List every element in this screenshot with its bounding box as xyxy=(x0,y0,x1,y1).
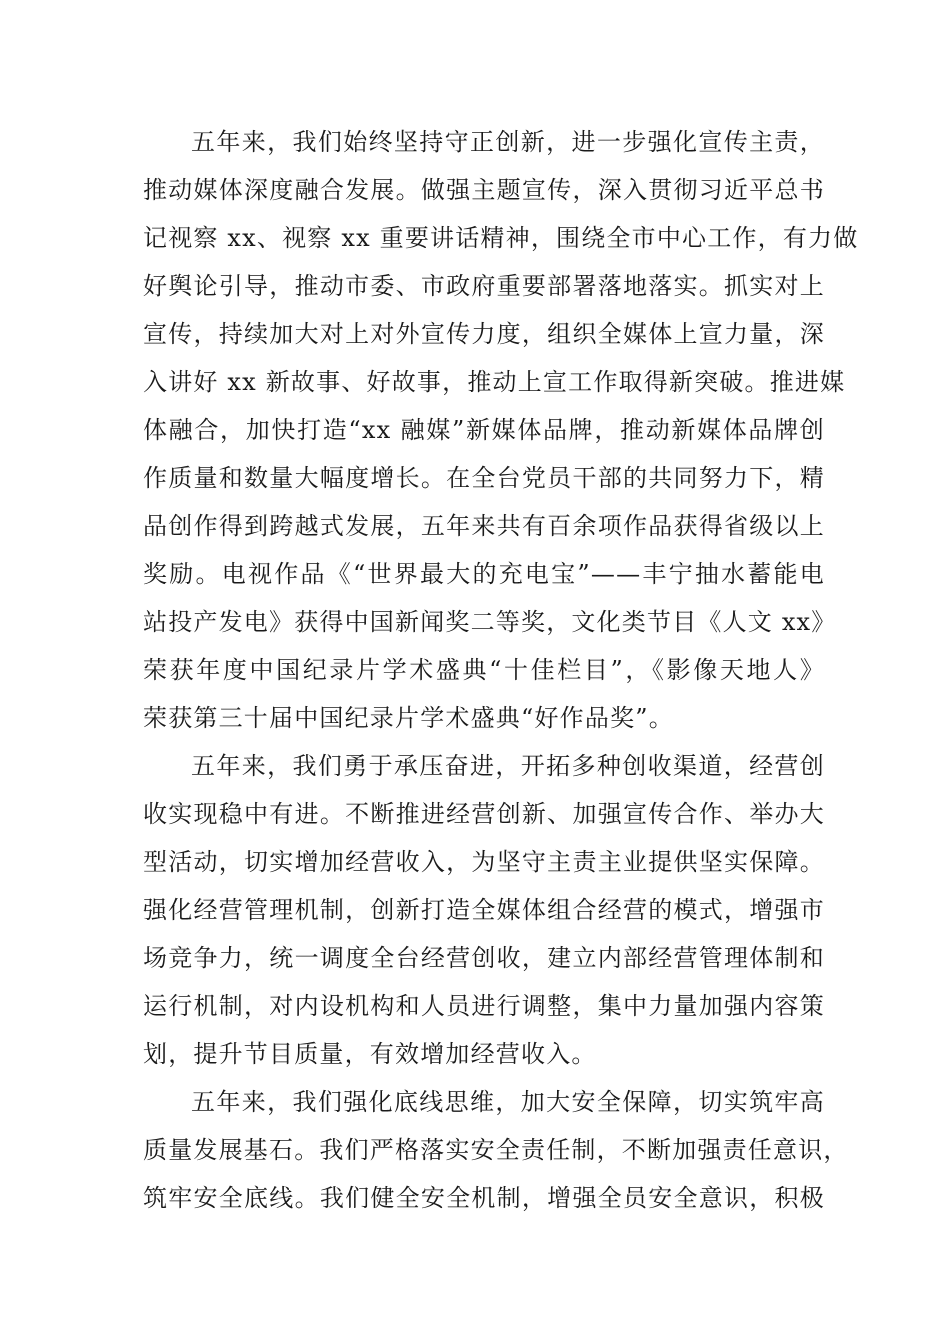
text-line: 收实现稳中有进。不断推进经营创新、加强宣传合作、举办大 xyxy=(143,800,825,828)
text-line: 荣获第三十届中国纪录片学术盛典“好作品奖”。 xyxy=(143,704,674,732)
text-line: 五年来，我们勇于承压奋进，开拓多种创收渠道，经营创 xyxy=(191,752,825,780)
text-line: 奖励。电视作品《“世界最大的充电宝”——丰宁抽水蓄能电 xyxy=(143,560,825,588)
text-line: 五年来，我们始终坚持守正创新，进一步强化宣传主责， xyxy=(191,128,825,156)
document-body xyxy=(143,118,859,1222)
text-line: 强化经营管理机制，创新打造全媒体组合经营的模式，增强市 xyxy=(143,896,825,924)
text-line: 荣获年度中国纪录片学术盛典“十佳栏目”，《影像天地人》 xyxy=(143,656,825,684)
text-line: 作质量和数量大幅度增长。在全台党员干部的共同努力下，精 xyxy=(143,464,825,492)
text-line: 划，提升节目质量，有效增加经营收入。 xyxy=(143,1040,597,1068)
paragraph-1 xyxy=(143,118,859,742)
text-line: 运行机制，对内设机构和人员进行调整，集中力量加强内容策 xyxy=(143,992,825,1020)
text-line: 品创作得到跨越式发展，五年来共有百余项作品获得省级以上 xyxy=(143,512,825,540)
text-line: 体融合，加快打造“xx 融媒”新媒体品牌，推动新媒体品牌创 xyxy=(143,416,825,444)
text-line: 站投产发电》获得中国新闻奖二等奖，文化类节目《人文 xx》 xyxy=(143,608,837,636)
text-line: 五年来，我们强化底线思维，加大安全保障，切实筑牢高 xyxy=(191,1088,825,1116)
text-line: 场竞争力，统一调度全台经营创收，建立内部经营管理体制和 xyxy=(143,944,825,972)
text-line: 好舆论引导，推动市委、市政府重要部署落地落实。抓实对上 xyxy=(143,272,825,300)
text-line: 入讲好 xx 新故事、好故事，推动上宣工作取得新突破。推进媒 xyxy=(143,368,846,396)
text-line: 宣传，持续加大对上对外宣传力度，组织全媒体上宣力量，深 xyxy=(143,320,825,348)
paragraph-3 xyxy=(143,1078,849,1222)
text-line: 记视察 xx、视察 xx 重要讲话精神，围绕全市中心工作，有力做 xyxy=(143,224,859,252)
text-line: 筑牢安全底线。我们健全安全机制，增强全员安全意识，积极 xyxy=(143,1184,825,1212)
text-line: 质量发展基石。我们严格落实安全责任制，不断加强责任意识， xyxy=(143,1136,849,1164)
text-line: 型活动，切实增加经营收入，为坚守主责主业提供坚实保障。 xyxy=(143,848,825,876)
text-line: 推动媒体深度融合发展。做强主题宣传，深入贯彻习近平总书 xyxy=(143,176,825,204)
paragraph-2 xyxy=(143,742,825,1078)
